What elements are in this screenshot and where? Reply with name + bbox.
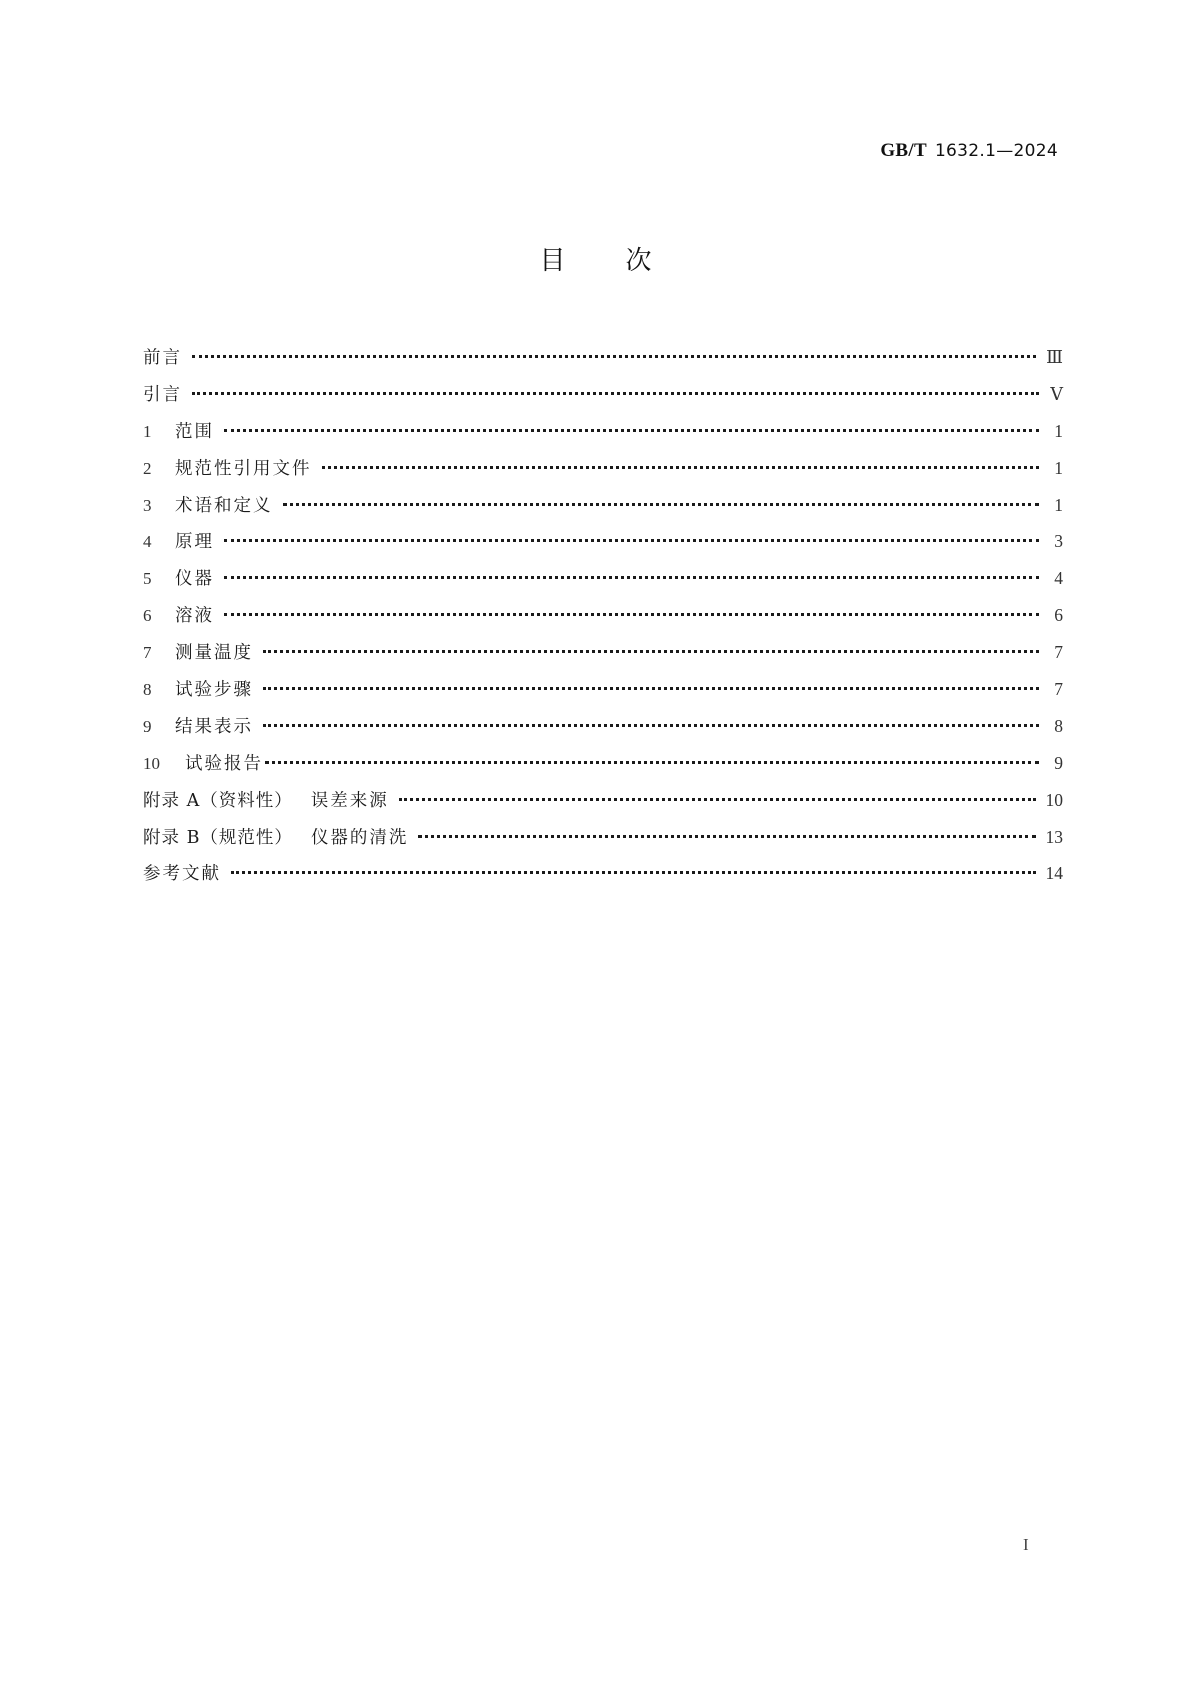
toc-entry-page: 7	[1054, 642, 1063, 663]
toc-entry-bibliography[interactable]	[143, 855, 1063, 892]
toc-entry-number: 10	[143, 753, 160, 773]
toc-dot-leader	[263, 686, 1039, 690]
toc-dot-leader	[231, 870, 1036, 874]
toc-entry-number: 2	[143, 458, 152, 478]
toc-entry-page: 10	[1045, 789, 1063, 810]
toc-entry-subtitle: 仪器的清洗	[310, 827, 409, 848]
toc-entry-label: 附录 A（资料性）	[143, 790, 293, 811]
toc-dot-leader	[192, 391, 1039, 395]
toc-entry-page: 7	[1054, 679, 1063, 700]
toc-entry-number: 9	[143, 716, 152, 736]
standard-prefix: GB/T	[880, 140, 927, 161]
table-of-contents	[143, 339, 1063, 892]
toc-dot-leader	[322, 465, 1040, 469]
toc-entry-page: 13	[1045, 826, 1063, 847]
toc-entry-page: 1	[1054, 457, 1063, 478]
toc-entry-number: 6	[143, 606, 152, 626]
toc-entry-page: 1	[1054, 494, 1063, 515]
standard-code	[880, 140, 1058, 162]
toc-entry-page: 1	[1054, 420, 1063, 441]
toc-entry-number: 7	[143, 643, 152, 663]
toc-entry-page: Ⅲ	[1046, 347, 1063, 367]
toc-entry-principle[interactable]	[143, 523, 1063, 560]
toc-dot-leader	[265, 760, 1039, 764]
toc-entry-annex-a[interactable]	[143, 782, 1063, 819]
toc-dot-leader	[283, 502, 1040, 506]
toc-entry-annex-b[interactable]	[143, 819, 1063, 856]
page-title	[0, 240, 1191, 277]
toc-entry-page: 8	[1054, 715, 1063, 736]
toc-entry-apparatus[interactable]	[143, 560, 1063, 597]
toc-entry-label: 溶液	[175, 606, 214, 627]
toc-entry-label: 规范性引用文件	[175, 458, 312, 479]
toc-entry-number: 8	[143, 680, 152, 700]
toc-entry-label: 原理	[175, 532, 214, 553]
toc-entry-number: 5	[143, 569, 152, 589]
standard-number: 1632.1—2024	[934, 141, 1058, 161]
toc-entry-label: 参考文献	[143, 864, 221, 885]
toc-entry-label: 引言	[143, 384, 182, 405]
toc-entry-page: Ⅴ	[1050, 383, 1063, 404]
toc-entry-measurement-temperature[interactable]	[143, 634, 1063, 671]
toc-entry-page: 9	[1054, 752, 1063, 773]
toc-dot-leader	[263, 723, 1039, 727]
toc-entry-label: 测量温度	[175, 643, 253, 664]
toc-dot-leader	[399, 797, 1036, 801]
page-number: I	[1023, 1535, 1029, 1554]
toc-entry-label: 结果表示	[175, 716, 253, 737]
toc-entry-number: 3	[143, 495, 152, 515]
toc-entry-number: 1	[143, 421, 152, 441]
toc-entry-label: 术语和定义	[175, 495, 273, 516]
toc-entry-normative-references[interactable]	[143, 450, 1063, 487]
toc-dot-leader	[224, 428, 1039, 432]
toc-dot-leader	[224, 575, 1039, 579]
toc-entry-expression-of-results[interactable]	[143, 708, 1063, 745]
toc-entry-label: 仪器	[175, 569, 214, 590]
toc-entry-scope[interactable]	[143, 413, 1063, 450]
toc-entry-terms-definitions[interactable]	[143, 487, 1063, 524]
toc-entry-label: 试验步骤	[175, 680, 253, 701]
toc-dot-leader	[224, 538, 1039, 542]
toc-entry-subtitle: 误差来源	[310, 790, 389, 811]
toc-entry-label: 前言	[143, 348, 182, 368]
toc-entry-page: 6	[1054, 605, 1063, 626]
title-char-1: 目	[539, 246, 566, 276]
title-char-2: 次	[625, 246, 652, 276]
toc-entry-label: 附录 B（规范性）	[143, 827, 293, 848]
toc-entry-label: 范围	[175, 421, 214, 442]
toc-entry-page: 3	[1054, 531, 1063, 552]
toc-entry-foreword[interactable]	[143, 339, 1063, 376]
toc-entry-test-report[interactable]	[143, 745, 1063, 782]
toc-entry-label: 试验报告	[185, 753, 263, 774]
toc-entry-number: 4	[143, 532, 152, 552]
toc-entry-introduction[interactable]	[143, 376, 1063, 413]
toc-entry-test-procedure[interactable]	[143, 671, 1063, 708]
toc-entry-page: 4	[1054, 568, 1063, 589]
toc-dot-leader	[224, 612, 1039, 616]
toc-dot-leader	[418, 834, 1035, 838]
toc-dot-leader	[263, 649, 1039, 653]
toc-entry-solutions[interactable]	[143, 597, 1063, 634]
toc-entry-page: 14	[1045, 863, 1063, 884]
toc-dot-leader	[192, 354, 1036, 358]
